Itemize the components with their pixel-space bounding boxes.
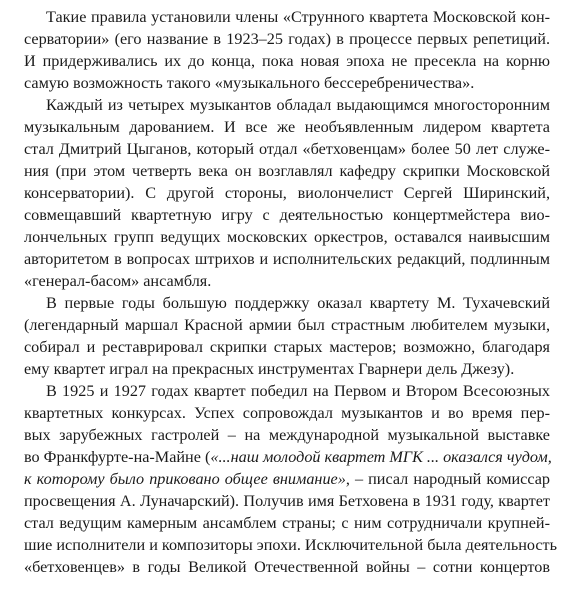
text-line: лончельных групп ведущих московских оркестров, оставался наивысшим [24, 228, 550, 246]
text-line: авторитетом в вопросах штрихов и исполнительских редакций, подлинным [24, 250, 550, 268]
text-line: просвещения А. Луначарский). Получив имя Бетховена в 1931 году, квартет [24, 492, 550, 510]
quote-fragment: к которому было приковано общее внимание» [24, 470, 346, 488]
quote-fragment: «...наш молодой квартет МГК ... оказался чудом, [210, 448, 552, 466]
text-line: музыкальным дарованием. И все же необъявленным лидером квартета [24, 118, 550, 136]
text-line: ему квартет играл на прекрасных инструментах Гварнери дель Джезу). [24, 360, 515, 378]
text-line: самую возможность такого «музыкального бессеребреничества». [24, 74, 475, 92]
text-line: собирал и реставрировал скрипки старых мастеров; возможно, благодаря [24, 338, 550, 356]
text-line [24, 446, 550, 468]
text-fragment: , – писал народный комиссар [345, 470, 551, 488]
text-line: «генерал-басом» ансамбля. [24, 272, 212, 290]
text-line: Такие правила установили члены «Струнного квартета Московской кон- [46, 8, 550, 26]
text-line: стал ведущим камерным ансамблем страны; с ним сотрудничали крупней- [24, 514, 550, 532]
text-fragment: во Франкфурте-на-Майне ( [24, 448, 211, 466]
text-line: квартетных конкурсах. Успех сопровождал музыкантов и во время пер- [24, 404, 550, 422]
text-line: вых зарубежных гастролей – на международной музыкальной выставке [24, 426, 550, 444]
text-line: серватории» (его название в 1923–25 годах) в процессе первых репетиций. [24, 30, 550, 48]
text-line: И придерживались их до конца, пока новая эпоха не пресекла на корню [24, 52, 550, 70]
text-line: «бетховенцев» в годы Великой Отечественной войны – сотни концертов [24, 558, 550, 576]
text-line: В 1925 и 1927 годах квартет победил на Первом и Втором Всесоюзных [46, 382, 550, 400]
text-line: (легендарный маршал Красной армии был страстным любителем музыки, [24, 316, 550, 334]
text-line: стал Дмитрий Цыганов, который отдал «бетховенцам» более 50 лет служе- [24, 140, 550, 158]
text-line [24, 468, 550, 490]
text-line: шие исполнители и композиторы эпохи. Исключительной была деятельность [24, 536, 558, 554]
text-line: Каждый из четырех музыкантов обладал выдающимся многосторонним [46, 96, 550, 114]
text-line: В первые годы большую поддержку оказал квартету М. Тухачевский [46, 294, 550, 312]
text-line: консерватории). С другой стороны, виолончелист Сергей Ширинский, [24, 184, 550, 202]
text-line: ния (при этом четверть века он возглавлял кафедру скрипки Московской [24, 162, 550, 180]
text-line: совмещавший квартетную игру с деятельностью концертмейстера вио- [24, 206, 550, 224]
